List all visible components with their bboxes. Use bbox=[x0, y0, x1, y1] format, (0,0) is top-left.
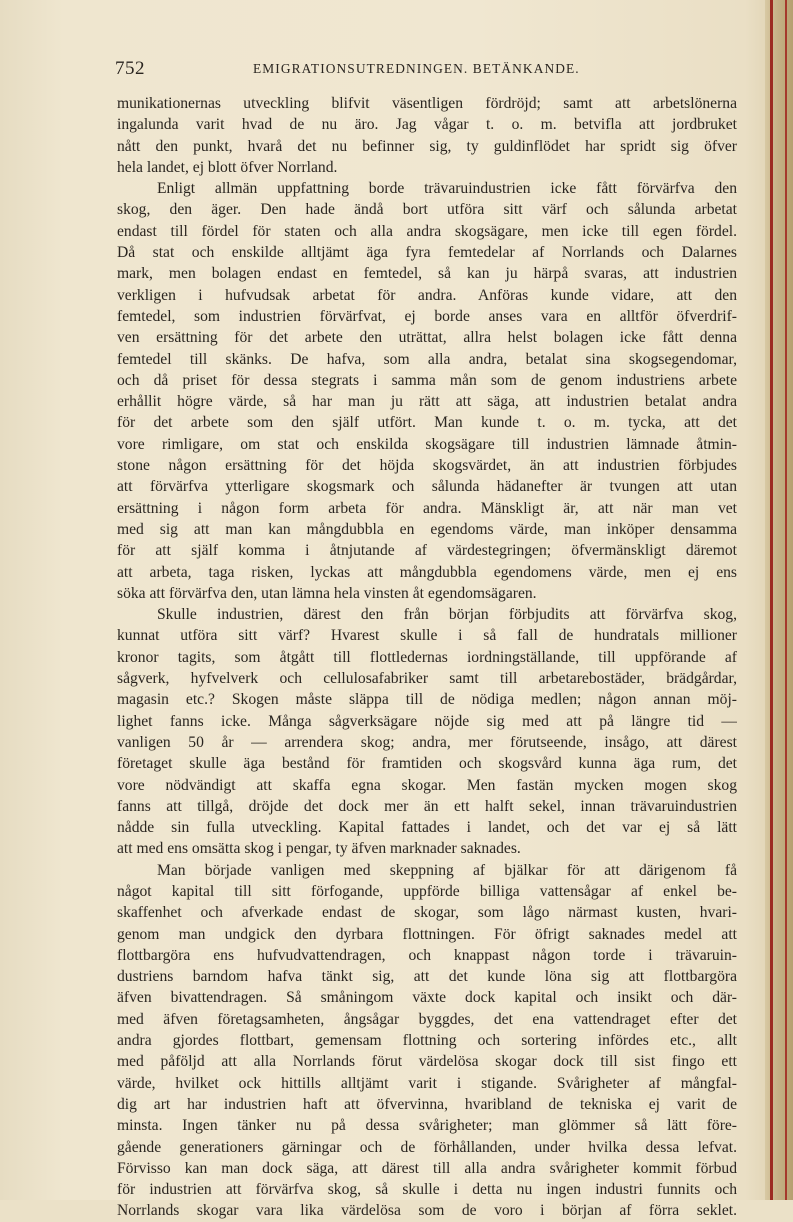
text-line: ersättning i någon form arbeta för andra. Mänskligt är, att när man vet bbox=[117, 499, 737, 517]
text-line: andra gjordes flottbart, gemensam flottning och sortering infördes etc., allt bbox=[117, 1032, 737, 1050]
text-line: hela landet, ej blott öfver Norrland. bbox=[117, 158, 338, 176]
text-line: söka att förvärfva den, utan lämna hela vinsten åt egendomsägaren. bbox=[117, 584, 537, 602]
text-line: flottbargöra ens hufvudvattendragen, och knappast någon torde i trävaruin- bbox=[117, 946, 737, 964]
text-line: nått den punkt, hvarå det nu befinner sig, ty guldinflödet har spridt sig öfver bbox=[117, 137, 737, 155]
text-line: för det arbete som den själf utfört. Man kunde t. o. m. tycka, att det bbox=[117, 414, 737, 432]
page-edge-rule bbox=[785, 0, 787, 1200]
text-line: vore rimligare, om stat och enskilda skogsägare till industrien lämnade åtmin- bbox=[117, 435, 737, 453]
text-line: att med ens omsätta skog i pengar, ty äfven marknader saknades. bbox=[117, 840, 521, 858]
text-line: verkligen i hufvudsak arbetat för andra. Anföras kunde vidare, att den bbox=[117, 286, 737, 304]
text-line: att förvärfva ytterligare skogsmark och sålunda hädanefter är tvungen att utan bbox=[117, 478, 737, 496]
text-line: Då stat och enskilde alltjämt äga fyra femtedelar af Norrlands och Dalarnes bbox=[117, 244, 737, 262]
text-line: sågverk, hyfvelverk och cellulosafabriker samt till arbetarebostäder, brädgårdar, bbox=[117, 670, 737, 688]
text-line: skog, den äger. Den hade ändå bort utföra sitt värf och sålunda arbetat bbox=[117, 201, 737, 219]
text-line: nådde sin fulla utveckling. Kapital fattades i landet, och det var ej så lätt bbox=[117, 819, 737, 837]
text-line: dig art har industrien haft att öfvervinna, hvaribland de tekniska ej varit de bbox=[117, 1095, 737, 1113]
text-line: kronor tagits, som åtgått till flottledernas iordningställande, till uppförande af bbox=[117, 648, 737, 666]
running-head: EMIGRATIONSUTREDNINGEN. BETÄNKANDE. bbox=[253, 61, 580, 76]
text-line: dustriens barndom hafva tänkt sig, att det kunde löna sig att flottbargöra bbox=[117, 968, 737, 986]
text-line: för att själf komma i åtnjutande af värdestegringen; öfvermänskligt däremot bbox=[117, 542, 737, 560]
text-line: femtedel, som industrien förvärfvat, ej borde anses vara en alltför öfverdrif- bbox=[117, 307, 737, 325]
text-line: skaffenhet och afverkade endast de skogar, som lågo närmast kusten, hvari- bbox=[117, 904, 737, 922]
text-line: magasin etc.? Skogen måste släppa till de nödiga medlen; någon annan möj- bbox=[117, 691, 737, 709]
text-line: företaget skulle äga bestånd för framtiden och skogsvård kunna äga rum, det bbox=[117, 755, 737, 773]
text-line: kunnat utföra sitt värf? Hvarest skulle i så fall de hundratals millioner bbox=[117, 627, 737, 645]
text-line: fanns att tillgå, dröjde det dock mer än ett halft sekel, innan trävaruindustrien bbox=[117, 797, 737, 815]
text-line: Man började vanligen med skeppning af bjälkar för att därigenom få bbox=[157, 861, 737, 879]
page-edge-rule bbox=[770, 0, 773, 1200]
text-line: femtedel till skänks. De hafva, som alla andra, betalat sina skogsegendomar, bbox=[117, 350, 737, 368]
page-header bbox=[115, 58, 739, 82]
text-line: Förvisso kan man dock säga, att därest till alla andra svårigheter kommit förbud bbox=[117, 1159, 737, 1177]
text-line: munikationernas utveckling blifvit väsentligen fördröjd; samt att arbetslönerna bbox=[117, 95, 737, 112]
text-line: Norrlands skogar vara lika värdelösa som de voro i början af förra seklet. bbox=[117, 1202, 737, 1220]
text-line: med äfven företagsamheten, ångsågar byggdes, det ena vattendraget efter det bbox=[117, 1010, 737, 1028]
text-line: mark, men bolagen endast en femtedel, så kan ju härpå svaras, att industrien bbox=[117, 265, 737, 283]
body-text bbox=[117, 93, 737, 1222]
text-line: genom man undgick den dyrbara flottningen. För öfrigt saknades medel att bbox=[117, 925, 737, 943]
text-line: minsta. Ingen tänker nu på dessa svårigheter; man glömmer så lätt före- bbox=[117, 1117, 737, 1135]
text-line: stone någon ersättning för det höjda skogsvärdet, än att industrien förbjudes bbox=[117, 457, 737, 475]
text-line: vanligen 50 år — arrendera skog; andra, mer förutseende, insågo, att därest bbox=[117, 733, 737, 751]
page-number: 752 bbox=[115, 58, 145, 79]
text-line: vore nödvändigt att skaffa egna skogar. Men fastän mycken mogen skog bbox=[117, 776, 737, 794]
text-line: och då priset för dessa stegrats i samma mån som de genom industriens arbete bbox=[117, 371, 737, 389]
text-line: att arbeta, taga risken, lyckas att mångdubbla egendomens värde, men ej ens bbox=[117, 563, 737, 581]
text-line: endast till fördel för staten och alla andra skogsägare, men icke till egen fördel. bbox=[117, 222, 737, 240]
text-line: något kapital till sitt förfogande, uppförde billiga vattensågar af enkel be- bbox=[117, 882, 737, 900]
text-line: erhållit högre värde, så har man ju rätt att säga, att industrien betalat andra bbox=[117, 393, 737, 411]
text-line: värde, hvilket ock hittills alltjämt varit i stigande. Svårigheter af mångfal- bbox=[117, 1074, 737, 1092]
text-line: lighet fanns icke. Många sågverksägare nöjde sig med att på längre tid — bbox=[117, 712, 737, 730]
text-line: ven ersättning för det arbete den uträttat, allra helst bolagen icke fått denna bbox=[117, 329, 737, 347]
text-line: äfven bivattendragen. Så småningom växte dock kapital och insikt och där- bbox=[117, 989, 737, 1007]
text-line: för industrien att förvärfva skog, så skulle i detta nu ingen industri funnits och bbox=[117, 1181, 737, 1199]
text-line: Skulle industrien, därest den från början förbjudits att förvärfva skog, bbox=[157, 606, 737, 624]
text-line: med sig att man kan mångdubbla en egendoms värde, man inköper densamma bbox=[117, 520, 737, 538]
text-line: gående generationers gärningar och de förhållanden, under hvilka dessa lefvat. bbox=[117, 1138, 737, 1156]
text-line: ingalunda varit hvad de nu äro. Jag vågar t. o. m. betvifla att jordbruket bbox=[117, 116, 737, 134]
text-line: Enligt allmän uppfattning borde trävaruindustrien icke fått förvärfva den bbox=[157, 180, 737, 198]
text-line: med påföljd att alla Norrlands förut värdelösa skogar dock till sist fingo ett bbox=[117, 1053, 737, 1071]
